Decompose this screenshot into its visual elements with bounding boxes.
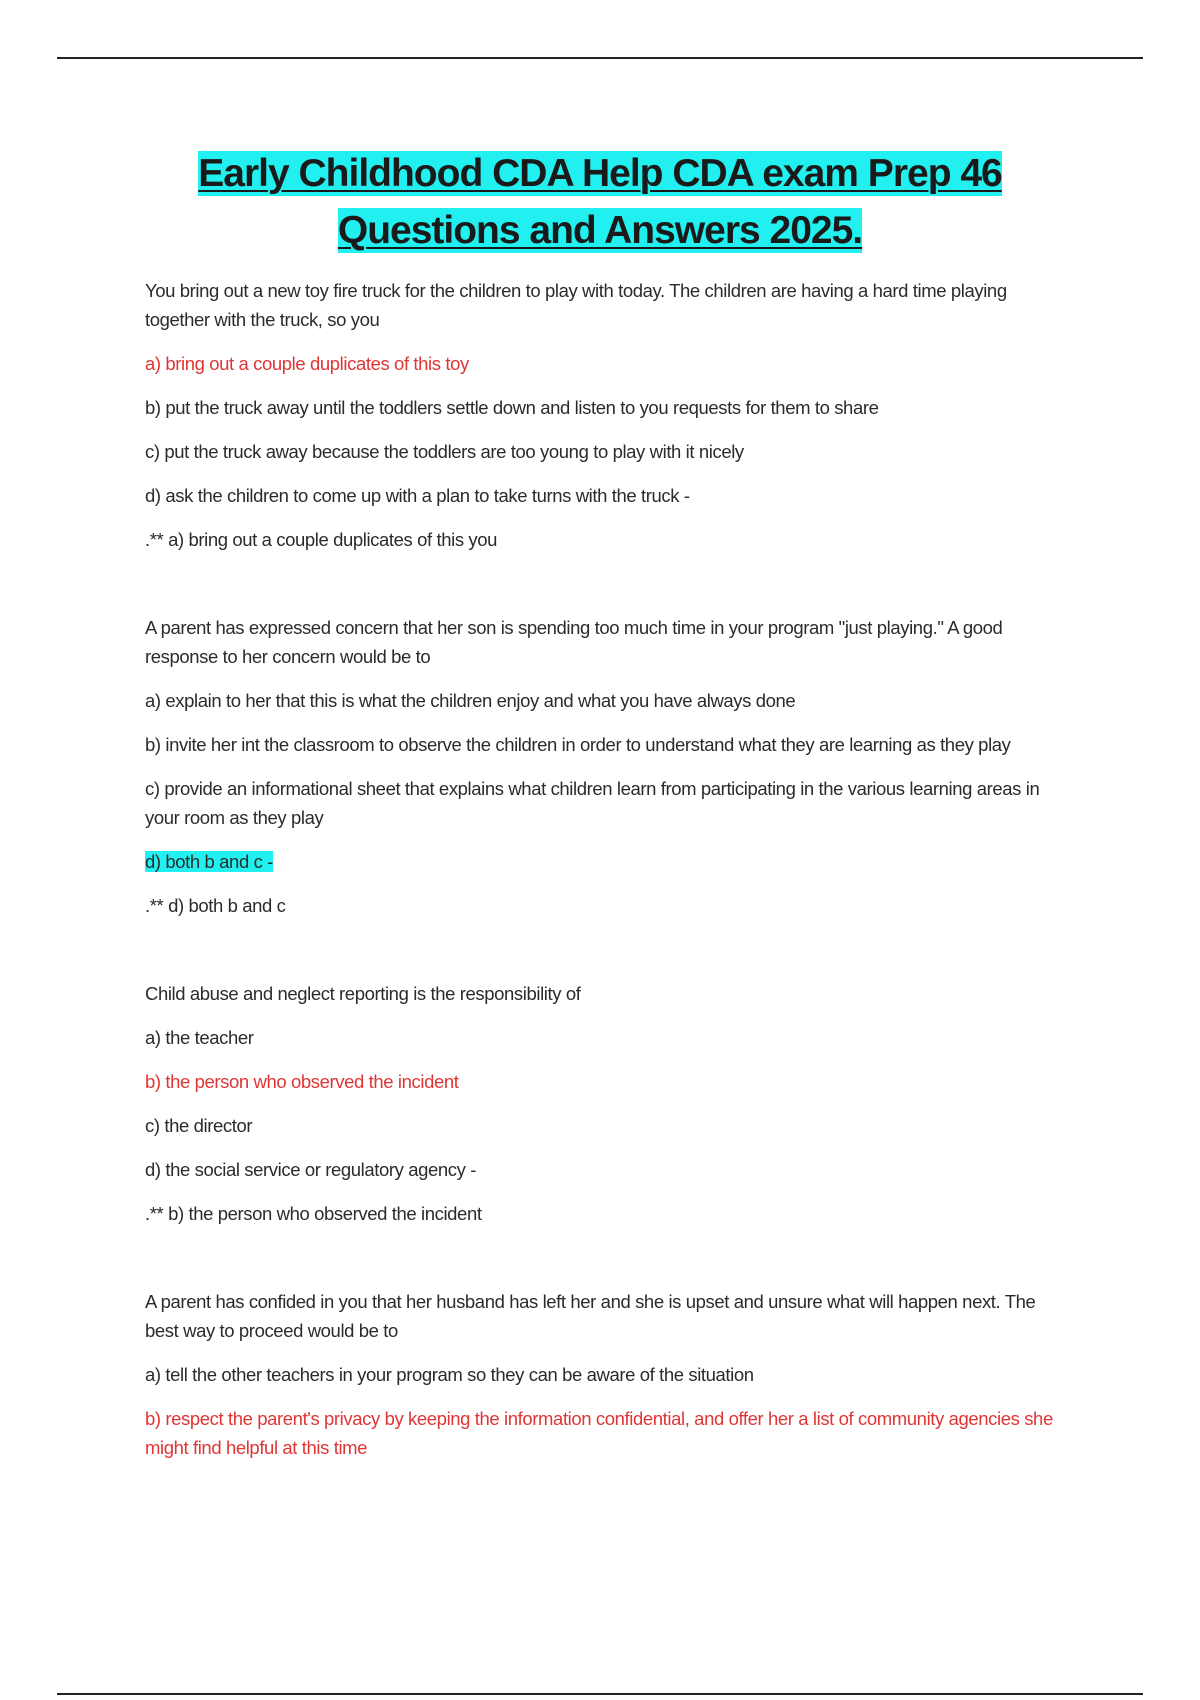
- question-stem: Child abuse and neglect reporting is the responsibility of: [145, 983, 581, 1004]
- answer-key: .** b) the person who observed the incident: [145, 1203, 482, 1224]
- footer-rule: [57, 1693, 1143, 1695]
- question-stem: You bring out a new toy fire truck for the children to play with today. The children are having a hard time playing together with the truck, so you: [145, 280, 1007, 330]
- answer-option: c) the director: [145, 1115, 253, 1136]
- answer-key: .** a) bring out a couple duplicates of this you: [145, 529, 498, 550]
- answer-option: a) tell the other teachers in your program so they can be aware of the situation: [145, 1364, 754, 1385]
- answer-option-correct: a) bring out a couple duplicates of this toy: [145, 353, 469, 374]
- title-line-2: Questions and Answers 2025.: [337, 209, 863, 252]
- header-rule: [57, 57, 1143, 59]
- question-stem: A parent has confided in you that her husband has left her and she is upset and unsure what will happen next. The best way to proceed would be to: [145, 1291, 1036, 1341]
- answer-option: a) explain to her that this is what the children enjoy and what you have always done: [145, 690, 796, 711]
- title-line-1: Early Childhood CDA Help CDA exam Prep 46: [198, 152, 1002, 195]
- answer-option-correct: b) respect the parent's privacy by keeping the information confidential, and offer her a list of community agencies she might find helpful at this time: [145, 1408, 1053, 1458]
- answer-option: a) the teacher: [145, 1027, 254, 1048]
- answer-option: d) ask the children to come up with a plan to take turns with the truck -: [145, 485, 690, 506]
- answer-option-highlighted: d) both b and c -: [145, 851, 273, 872]
- document-body: [145, 276, 1065, 1477]
- answer-option: d) the social service or regulatory agency -: [145, 1159, 476, 1180]
- question-separator: [145, 569, 1065, 613]
- answer-option: b) invite her int the classroom to observe the children in order to understand what they are learning as they play: [145, 734, 1011, 755]
- question-separator: [145, 1243, 1065, 1287]
- answer-option: b) put the truck away until the toddlers settle down and listen to you requests for them to share: [145, 397, 879, 418]
- page-title: [100, 145, 1100, 259]
- answer-key: .** d) both b and c: [145, 895, 286, 916]
- answer-option-correct: b) the person who observed the incident: [145, 1071, 459, 1092]
- question-separator: [145, 935, 1065, 979]
- answer-option: c) put the truck away because the toddlers are too young to play with it nicely: [145, 441, 744, 462]
- question-stem: A parent has expressed concern that her son is spending too much time in your program "just playing." A good response to her concern would be to: [145, 617, 1003, 667]
- answer-option: c) provide an informational sheet that explains what children learn from participating in the various learning areas in your room as they play: [145, 778, 1040, 828]
